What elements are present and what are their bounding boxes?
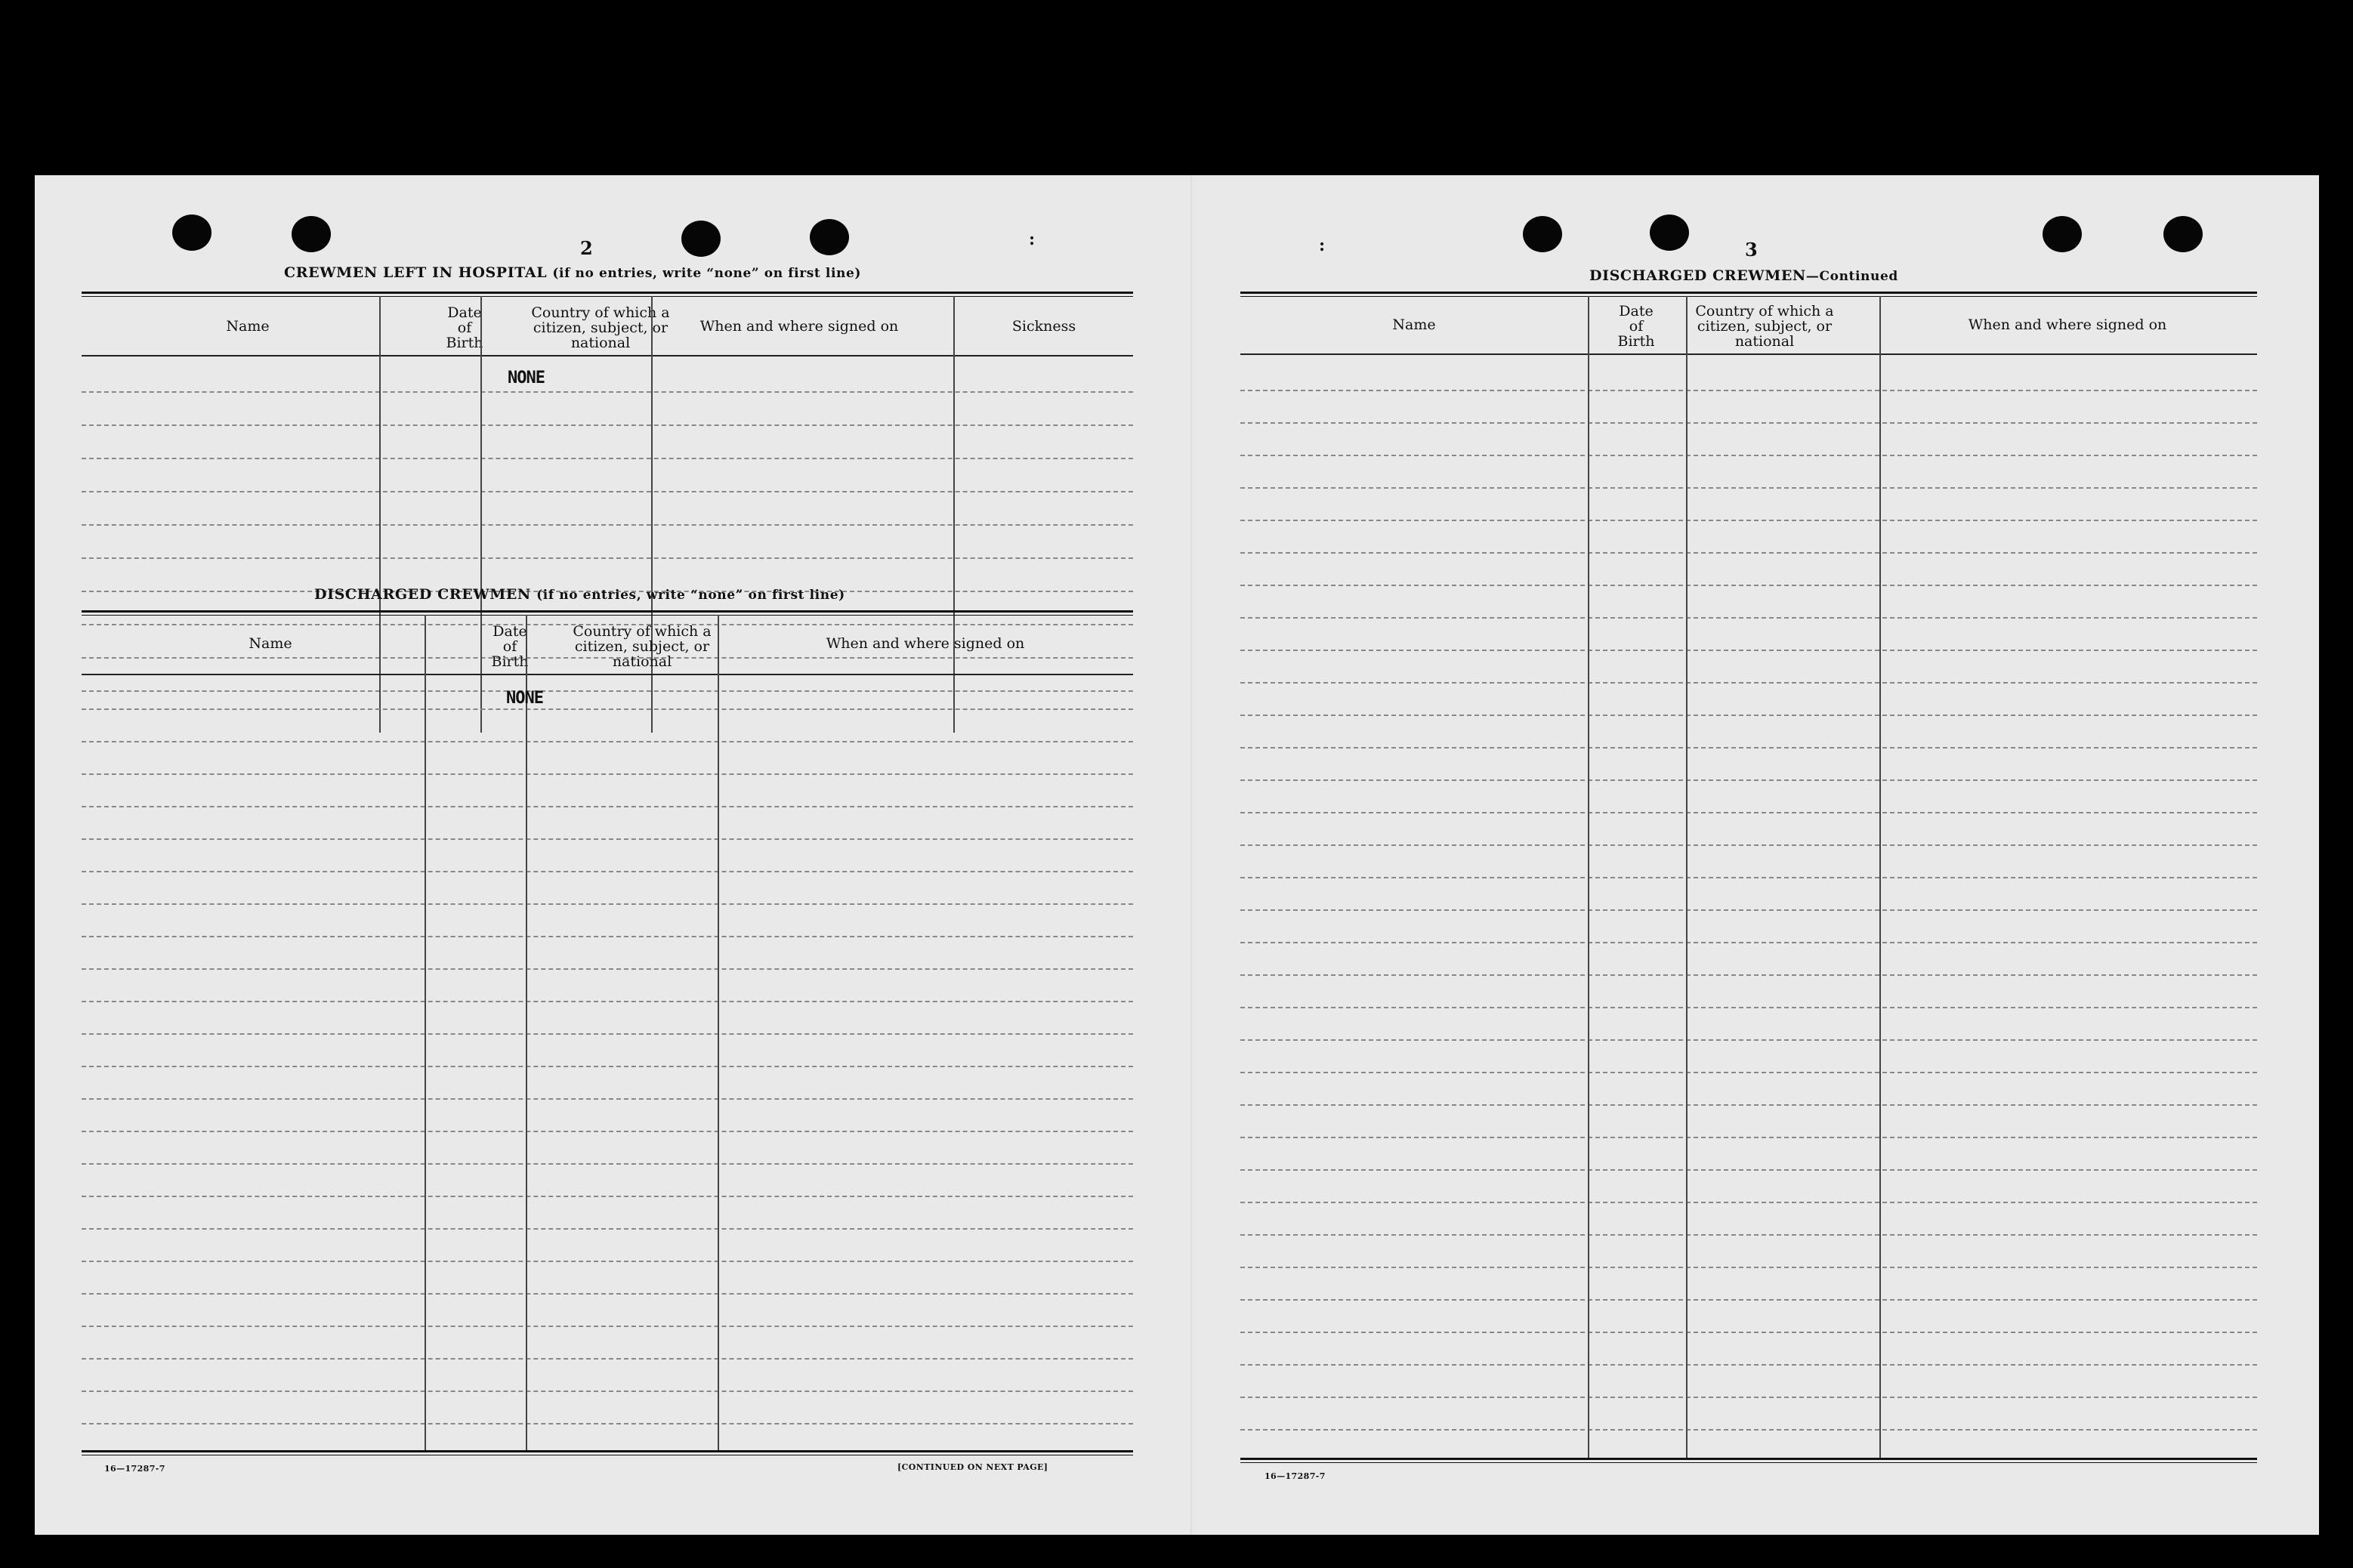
punch-hole bbox=[1650, 215, 1689, 251]
column-divider bbox=[1686, 296, 1688, 1458]
right-top-rule bbox=[1240, 292, 2257, 297]
punch-hole bbox=[810, 219, 849, 255]
form-number: 16—17287-7 bbox=[104, 1464, 165, 1474]
continued-title-text: DISCHARGED CREWMEN bbox=[1589, 267, 1806, 284]
ledger-row-line bbox=[82, 1098, 1133, 1100]
page-fold bbox=[1190, 175, 1192, 1535]
ledger-row-line bbox=[1240, 487, 2257, 489]
punch-hole bbox=[172, 215, 212, 251]
hospital-col-country: Country of which a citizen, subject, or national bbox=[531, 304, 670, 351]
page-number: 2 bbox=[580, 237, 593, 259]
ledger-row-line bbox=[82, 903, 1133, 905]
continued-section-title bbox=[1589, 267, 1898, 284]
ledger-row-line bbox=[1240, 974, 2257, 976]
discharged-none-entry: NONE bbox=[506, 689, 543, 708]
ledger-row-line bbox=[82, 1066, 1133, 1067]
hospital-none-entry: NONE bbox=[508, 369, 545, 387]
column-divider bbox=[718, 615, 719, 1452]
discharged-bottom-rule bbox=[82, 1450, 1133, 1455]
ledger-row-line bbox=[82, 391, 1133, 393]
column-divider bbox=[953, 296, 955, 733]
ledger-spread bbox=[35, 175, 2319, 1535]
ledger-row-line bbox=[82, 557, 1133, 559]
discharged-col-signed-on: When and where signed on bbox=[826, 635, 1025, 652]
hospital-section-title bbox=[284, 264, 861, 281]
ledger-row-line bbox=[82, 1001, 1133, 1002]
discharged-col-name: Name bbox=[249, 635, 292, 652]
margin-mark: : bbox=[1319, 236, 1326, 255]
ledger-row-line bbox=[1240, 585, 2257, 586]
ledger-row-line bbox=[1240, 844, 2257, 846]
ledger-row-line bbox=[82, 936, 1133, 937]
ledger-row-line bbox=[82, 1391, 1133, 1392]
ledger-row-line bbox=[82, 806, 1133, 807]
column-divider bbox=[1588, 296, 1589, 1458]
ledger-row-line bbox=[1240, 1072, 2257, 1073]
punch-hole bbox=[681, 221, 721, 257]
ledger-row-line bbox=[1240, 1007, 2257, 1008]
ledger-row-line bbox=[1240, 422, 2257, 424]
ledger-row-line bbox=[1240, 1104, 2257, 1106]
ledger-row-line bbox=[1240, 1332, 2257, 1333]
ledger-row-line bbox=[1240, 1169, 2257, 1171]
hospital-col-dob: Date of Birth bbox=[446, 304, 483, 351]
ledger-row-line bbox=[82, 1261, 1133, 1262]
discharged-instruction: (if no entries, write “none” on first line) bbox=[536, 588, 845, 603]
right-col-name: Name bbox=[1392, 316, 1436, 333]
ledger-row-line bbox=[1240, 1234, 2257, 1236]
ledger-row-line bbox=[82, 871, 1133, 872]
ledger-row-line bbox=[1240, 715, 2257, 716]
discharged-col-dob: Date of Birth bbox=[491, 623, 529, 670]
hospital-instruction: (if no entries, write “none” on first line) bbox=[552, 266, 862, 281]
ledger-row-line bbox=[1240, 747, 2257, 749]
ledger-row-line bbox=[1240, 617, 2257, 619]
discharged-section-title bbox=[314, 586, 845, 603]
ledger-row-line bbox=[82, 741, 1133, 742]
ledger-row-line bbox=[1240, 1299, 2257, 1301]
ledger-row-line bbox=[82, 1326, 1133, 1327]
ledger-row-line bbox=[82, 1131, 1133, 1132]
ledger-row-line bbox=[82, 1293, 1133, 1295]
ledger-row-line bbox=[1240, 520, 2257, 521]
ledger-row-line bbox=[82, 424, 1133, 426]
ledger-row-line bbox=[1240, 812, 2257, 813]
ledger-row-line bbox=[82, 968, 1133, 970]
ledger-row-line bbox=[1240, 552, 2257, 554]
margin-mark: : bbox=[1029, 230, 1036, 249]
ledger-row-line bbox=[82, 524, 1133, 526]
ledger-row-line bbox=[1240, 877, 2257, 878]
hospital-top-rule bbox=[82, 292, 1133, 297]
punch-hole bbox=[2163, 216, 2203, 252]
ledger-row-line bbox=[1240, 390, 2257, 391]
hospital-col-name: Name bbox=[226, 318, 270, 335]
hospital-col-signed-on: When and where signed on bbox=[699, 318, 899, 335]
ledger-row-line bbox=[1240, 1039, 2257, 1041]
ledger-row-line bbox=[82, 1228, 1133, 1230]
discharged-header-rule bbox=[82, 674, 1133, 675]
hospital-col-sickness: Sickness bbox=[1011, 318, 1076, 335]
ledger-row-line bbox=[1240, 682, 2257, 684]
hospital-header-rule bbox=[82, 355, 1133, 357]
ledger-row-line bbox=[1240, 650, 2257, 651]
ledger-row-line bbox=[82, 1358, 1133, 1360]
discharged-title-text: DISCHARGED CREWMEN bbox=[314, 586, 531, 603]
discharged-col-country: Country of which a citizen, subject, or national bbox=[573, 623, 712, 670]
ledger-row-line bbox=[1240, 942, 2257, 943]
ledger-row-line bbox=[82, 1196, 1133, 1197]
ledger-row-line bbox=[1240, 909, 2257, 911]
hospital-title-text: CREWMEN LEFT IN HOSPITAL bbox=[284, 264, 548, 281]
ledger-row-line bbox=[82, 690, 1133, 692]
form-number: 16—17287-7 bbox=[1265, 1471, 1326, 1481]
column-divider bbox=[425, 615, 426, 1452]
right-header-rule bbox=[1240, 353, 2257, 355]
ledger-row-line bbox=[1240, 1202, 2257, 1203]
ledger-row-line bbox=[82, 708, 1133, 710]
ledger-row-line bbox=[82, 1033, 1133, 1035]
right-col-country: Country of which a citizen, subject, or national bbox=[1695, 303, 1834, 350]
ledger-row-line bbox=[1240, 455, 2257, 456]
ledger-row-line bbox=[82, 1423, 1133, 1424]
column-divider bbox=[379, 296, 381, 733]
ledger-row-line bbox=[82, 773, 1133, 775]
ledger-row-line bbox=[1240, 1397, 2257, 1398]
ledger-row-line bbox=[1240, 779, 2257, 781]
continued-note: [CONTINUED ON NEXT PAGE] bbox=[897, 1462, 1048, 1472]
continued-suffix: —Continued bbox=[1805, 269, 1898, 284]
right-col-signed-on: When and where signed on bbox=[1968, 316, 2167, 333]
column-divider bbox=[1879, 296, 1881, 1458]
right-bottom-rule bbox=[1240, 1458, 2257, 1463]
right-col-dob: Date of Birth bbox=[1617, 303, 1655, 350]
ledger-row-line bbox=[82, 458, 1133, 459]
discharged-top-rule bbox=[82, 610, 1133, 616]
punch-hole bbox=[292, 216, 331, 252]
ledger-row-line bbox=[1240, 1267, 2257, 1268]
ledger-row-line bbox=[1240, 1137, 2257, 1138]
ledger-row-line bbox=[1240, 1364, 2257, 1366]
page-number: 3 bbox=[1745, 239, 1758, 261]
ledger-row-line bbox=[82, 491, 1133, 492]
ledger-row-line bbox=[82, 838, 1133, 840]
punch-hole bbox=[1523, 216, 1562, 252]
ledger-row-line bbox=[82, 1163, 1133, 1165]
ledger-row-line bbox=[1240, 1429, 2257, 1431]
column-divider bbox=[526, 615, 527, 1452]
punch-hole bbox=[2043, 216, 2082, 252]
